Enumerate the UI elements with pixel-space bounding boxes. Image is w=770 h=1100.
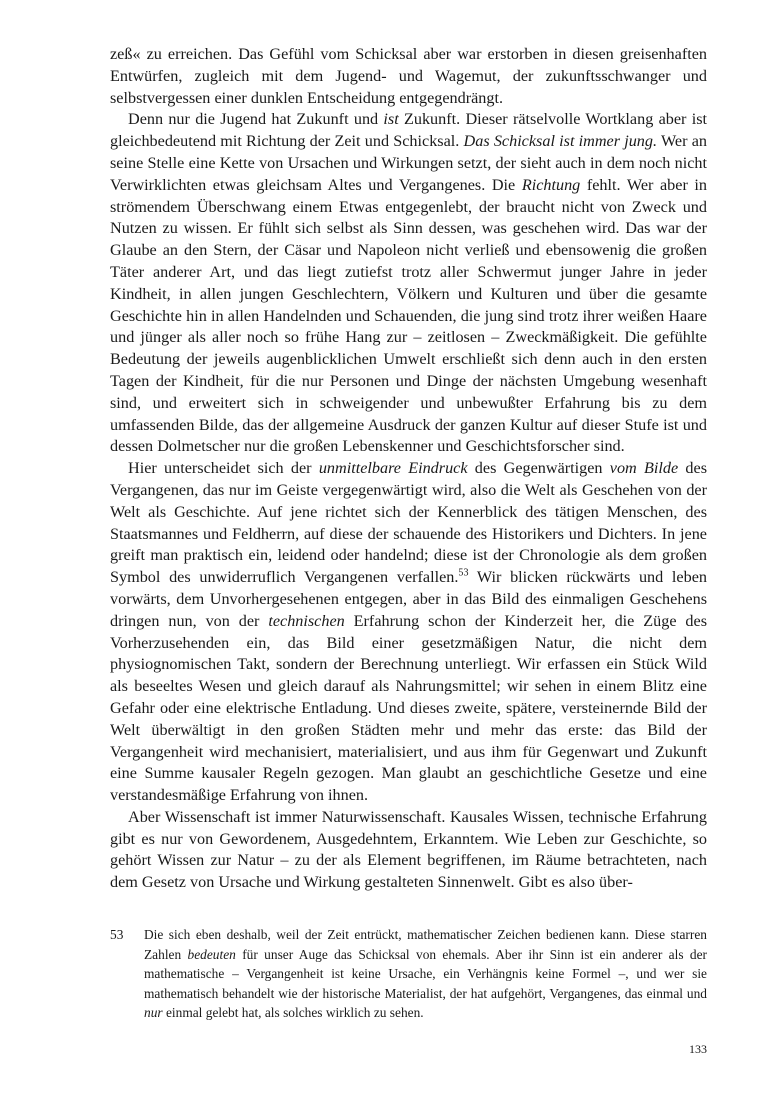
text-run: Wir blicken rückwärts und leben vorwärts, dem Unvorhergesehenen entgegen, aber in das Bild des einmaligen Geschehens dringen nun, von der [110, 568, 707, 630]
footnote-text [144, 925, 707, 1023]
text-run: des Gegenwärtigen [467, 459, 610, 478]
paragraph [110, 109, 707, 458]
text-run: Hier unterscheidet sich der [128, 459, 319, 478]
text-run: zeß« zu erreichen. Das Gefühl vom Schicksal aber war erstorben in diesen greisenhaften Entwürfen, zugleich mit dem Jugend- und Wagemut, der zukunftsschwanger und selbstvergessen einer dunklen Entscheidung entgegendrängt. [110, 45, 707, 107]
page-content [110, 44, 707, 894]
emphasis-text: bedeuten [187, 946, 236, 962]
emphasis-text: Das Schicksal ist immer jung. [463, 132, 658, 151]
emphasis-text: unmittelbare Eindruck [318, 459, 468, 478]
text-run: Aber Wissenschaft ist immer Naturwissenschaft. Kausales Wissen, technische Erfahrung gibt es nur von Gewordenem, Ausgedehntem, Erkanntem. Wie Leben zur Geschichte, so gehört Wissen zur Natur – zu der als Element begriffenen, im Räume betrachteten, nach dem Gesetz von Ursache und Wirkung gestalteten Sinnenwelt. Gibt es also über- [110, 807, 707, 892]
text-run: einmal gelebt hat, als solches wirklich zu sehen. [162, 1005, 424, 1021]
footnote-number: 53 [110, 927, 124, 942]
paragraph [110, 458, 707, 807]
text-run: Zukunft. Dieser rätselvolle Wortklang aber ist gleichbedeutend mit Richtung der Zeit und Schicksal. [110, 110, 707, 151]
footnote [110, 925, 707, 1023]
text-run: fehlt. Wer aber in strömendem Überschwang einem Etwas entgegenlebt, der braucht nicht von Zweck und Nutzen zu wissen. Er fühlt sich selbst als Sinn dessen, was geschehen wird. Das war der Glaube an den Stern, der Cäsar und Napoleon nicht verließ und ebensowenig die großen Täter anderer Art, und das liegt zutiefst trotz aller Schwermut junger Jahre in jeder Kindheit, in allen jungen Geschlechtern, Völkern und Kulturen und über die gesamte Geschichte hin in allen Handelnden und Schauenden, die jung sind trotz ihrer weißen Haare und jünger als aller noch so frühe Hang zur – zeitlosen – Zweckmäßigkeit. Die gefühlte Bedeutung der jeweils augenblicklichen Umwelt erschließt sich denn auch in den ersten Tagen der Kindheit, für die nur Personen und Dinge der nächsten Umgebung wesenhaft sind, und erweitert sich in schweigender und unbewußter Erfahrung bis zu dem umfassenden Bilde, das der allgemeine Ausdruck der ganzen Kultur auf dieser Stufe ist und dessen Dolmetscher nur die großen Lebenskenner und Geschichtsforscher sind. [110, 175, 707, 456]
emphasis-text: vom Bilde [609, 459, 679, 478]
text-run: Denn nur die Jugend hat Zukunft und [128, 110, 384, 129]
emphasis-text: Richtung [521, 175, 581, 194]
text-run: Wer an seine Stelle eine Kette von Ursachen und Wirkungen setzt, der sieht auch in dem noch nicht Verwirklichten etwas gleichsam Altes und Vergangenes. Die [110, 132, 707, 194]
paragraph [110, 807, 707, 894]
text-run: für unser Auge das Schicksal von ehemals. Aber ihr Sinn ist ein anderer als der mathematische – Vergangenheit ist keine Ursache, ein Verhängnis keine Formel –, und wer sie mathematisch behandelt wie der historische Materialist, der hat aufgehört, Vergangenes, das einmal und [144, 946, 707, 1001]
text-run: Die sich eben deshalb, weil der Zeit entrückt, mathematischer Zeichen bedienen kann. Diese starren Zahlen [144, 927, 707, 962]
text-run: des Vergangenen, das nur im Geiste vergegenwärtigt wird, also die Welt als Geschehen von der Welt als Geschichte. Auf jene richtet sich der Kennerblick des tätigen Menschen, des Staatsmannes und Feldherrn, auf diese der schauende des Historikers und Dichters. In jene greift man praktisch ein, leidend oder handelnd; diese ist der Chronologie als dem großen Symbol des unwiderruflich Vergangenen verfallen. [110, 459, 707, 587]
page-number: 133 [689, 1042, 707, 1056]
footnote-reference: 53 [458, 567, 469, 579]
emphasis-text: nur [144, 1005, 163, 1021]
emphasis-text: technischen [268, 611, 345, 630]
paragraph [110, 44, 707, 109]
text-run: Erfahrung schon der Kinderzeit her, die Züge des Vorherzusehenden ein, das Bild einer gesetzmäßigen Natur, die nicht dem physiognomischen Takt, sondern der Berechnung unterliegt. Wir erfassen ein Stück Wild als beseeltes Wesen und gleich darauf als Nahrungsmittel; wir sehen in einem Blitz eine Gefahr oder eine elektrische Entladung. Und dieses zweite, spätere, versteinernde Bild der Welt überwältigt in den großen Städten mehr und mehr das erste: das Bild der Vergangenheit wird mechanisiert, materialisiert, und aus ihm für Gegenwart und Zukunft eine Summe kausaler Regeln gezogen. Man glaubt an geschichtliche Gesetze und eine verstandesmäßige Erfahrung von ihnen. [110, 611, 707, 805]
body-text [110, 44, 707, 894]
emphasis-text: ist [383, 110, 399, 129]
